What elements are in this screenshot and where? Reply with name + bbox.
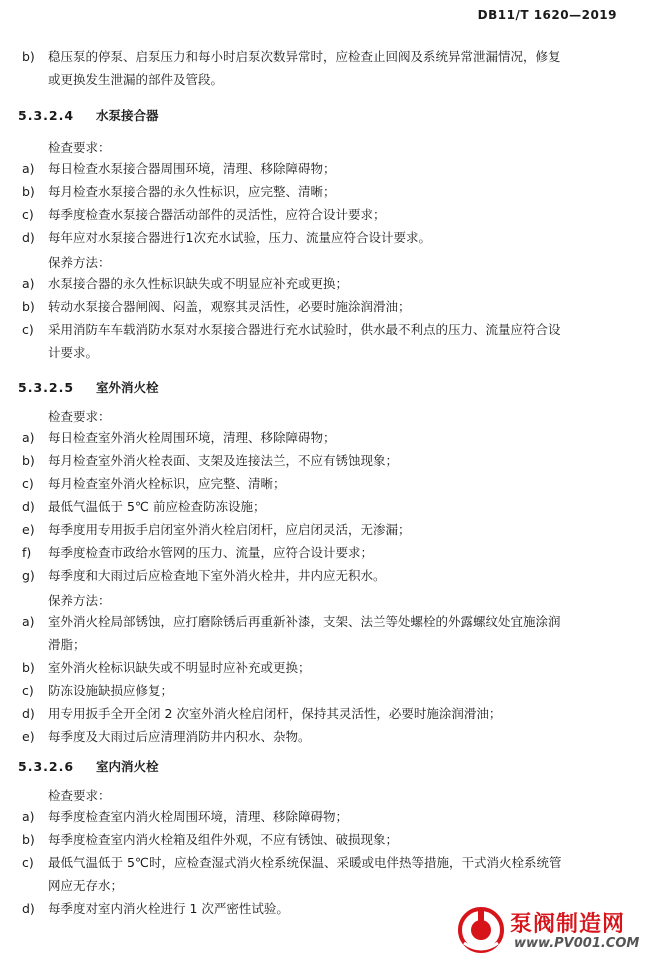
section-number: 5.3.2.6	[18, 759, 75, 774]
item-text: 每年应对水泵接合器进行1次充水试验，压力、流量应符合设计要求。	[48, 230, 431, 245]
item-text: 室外消火栓标识缺失或不明显时应补充或更换；	[48, 660, 311, 675]
item-label: b)	[22, 49, 35, 64]
section-heading	[18, 757, 159, 775]
item-label: g)	[22, 568, 35, 583]
section-title: 室外消火栓	[96, 380, 159, 395]
watermark	[452, 905, 647, 960]
section-number: 5.3.2.5	[18, 380, 75, 395]
check-heading: 检查要求：	[48, 140, 111, 155]
item-text-continued: 计要求。	[48, 345, 99, 360]
item-text: 每季度对室内消火栓进行 1 次严密性试验。	[48, 901, 289, 916]
item-text: 最低气温低于 5℃ 前应检查防冻设施；	[48, 499, 266, 514]
item-label: c)	[22, 855, 34, 870]
item-label: e)	[22, 522, 35, 537]
item-text: 室外消火栓局部锈蚀，应打磨除锈后再重新补漆，支架、法兰等处螺栓的外露螺纹处宜施涂润	[48, 614, 561, 629]
item-text: 水泵接合器的永久性标识缺失或不明显应补充或更换；	[48, 276, 349, 291]
item-label: d)	[22, 230, 35, 245]
item-text: 每季度用专用扳手启闭室外消火栓启闭杆，应启闭灵活，无渗漏；	[48, 522, 411, 537]
item-label: b)	[22, 660, 35, 675]
item-label: b)	[22, 832, 35, 847]
item-label: c)	[22, 207, 34, 222]
item-text: 最低气温低于 5℃时，应检查湿式消火栓系统保温、采暖或电伴热等措施，干式消火栓系统管	[48, 855, 562, 870]
maintenance-heading: 保养方法：	[48, 593, 111, 608]
item-text: 每季度及大雨过后应清理消防井内积水、杂物。	[48, 729, 311, 744]
watermark-url: www.PV001.COM	[514, 936, 640, 951]
item-label: a)	[22, 614, 35, 629]
item-text-continued: 滑脂；	[48, 637, 86, 652]
item-text: 每月检查室外消火栓表面、支架及连接法兰，不应有锈蚀现象；	[48, 453, 399, 468]
check-heading: 检查要求：	[48, 788, 111, 803]
item-text: 每季度检查水泵接合器活动部件的灵活性，应符合设计要求；	[48, 207, 386, 222]
item-label: d)	[22, 499, 35, 514]
item-label: c)	[22, 322, 34, 337]
item-text: 每日检查水泵接合器周围环境，清理、移除障碍物；	[48, 161, 336, 176]
item-label: c)	[22, 476, 34, 491]
item-label: e)	[22, 729, 35, 744]
item-label: a)	[22, 430, 35, 445]
item-text: 用专用扳手全开全闭 2 次室外消火栓启闭杆，保持其灵活性，必要时施涂润滑油；	[48, 706, 502, 721]
item-label: b)	[22, 184, 35, 199]
item-text-continued: 或更换发生泄漏的部件及管段。	[48, 72, 224, 87]
check-heading: 检查要求：	[48, 409, 111, 424]
item-label: d)	[22, 706, 35, 721]
item-text: 每月检查室外消火栓标识，应完整、清晰；	[48, 476, 286, 491]
watermark-title: 泵阀制造网	[510, 912, 626, 937]
item-label: d)	[22, 901, 35, 916]
item-text: 防冻设施缺损应修复；	[48, 683, 174, 698]
item-label: b)	[22, 299, 35, 314]
item-text: 转动水泵接合器闸阀、闷盖，观察其灵活性，必要时施涂润滑油；	[48, 299, 411, 314]
maintenance-heading: 保养方法：	[48, 255, 111, 270]
item-label: b)	[22, 453, 35, 468]
item-label: c)	[22, 683, 34, 698]
item-text: 稳压泵的停泵、启泵压力和每小时启泵次数异常时，应检查止回阀及系统异常泄漏情况，修复	[48, 49, 561, 64]
item-label: f)	[22, 545, 32, 560]
item-label: a)	[22, 809, 35, 824]
section-title: 室内消火栓	[96, 759, 159, 774]
item-label: a)	[22, 276, 35, 291]
item-label: a)	[22, 161, 35, 176]
section-heading	[18, 378, 159, 396]
section-number: 5.3.2.4	[18, 108, 75, 123]
item-text: 采用消防车车载消防水泵对水泵接合器进行充水试验时，供水最不利点的压力、流量应符合设	[48, 322, 561, 337]
item-text: 每月检查水泵接合器的永久性标识，应完整、清晰；	[48, 184, 336, 199]
item-text: 每日检查室外消火栓周围环境，清理、移除障碍物；	[48, 430, 336, 445]
section-title: 水泵接合器	[96, 108, 159, 123]
item-text: 每季度检查室内消火栓周围环境，清理、移除障碍物；	[48, 809, 349, 824]
item-text: 每季度检查室内消火栓箱及组件外观，不应有锈蚀、破损现象；	[48, 832, 399, 847]
pump-valve-logo-icon	[458, 907, 504, 953]
item-text-continued: 网应无存水；	[48, 878, 124, 893]
item-text: 每季度检查市政给水管网的压力、流量，应符合设计要求；	[48, 545, 374, 560]
section-heading	[18, 106, 159, 124]
document-code: DB11/T 1620—2019	[477, 8, 617, 22]
item-text: 每季度和大雨过后应检查地下室外消火栓井，井内应无积水。	[48, 568, 386, 583]
